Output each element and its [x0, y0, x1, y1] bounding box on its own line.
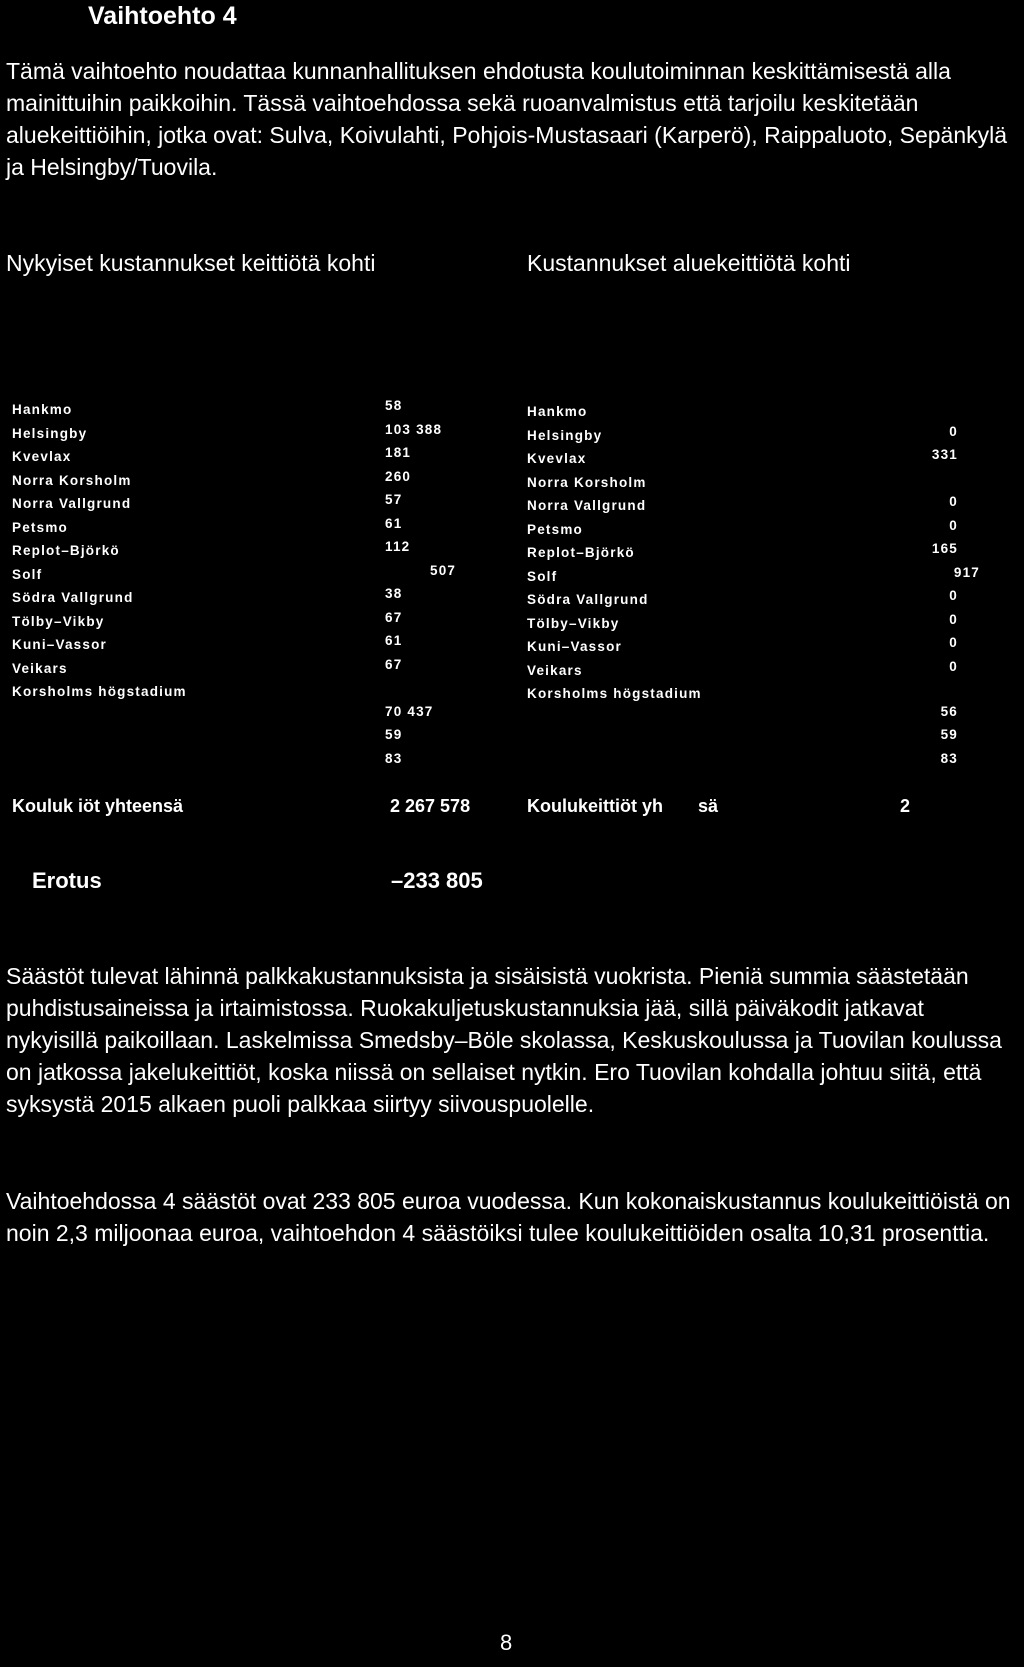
table-cell-value: 61	[385, 515, 403, 531]
intro-paragraph: Tämä vaihtoehto noudattaa kunnanhallituksen ehdotusta koulutoiminnan keskittämisestä alla mainittuihin paikkoihin. Tässä vaihtoehdossa sekä ruoanvalmistus että tarjoilu keskitetään aluekeittiöihin, jotka ovat: Sulva, Koivulahti, Pohjois-Mustasaari (Karperö), Raippaluoto, Sepänkylä ja Helsingby/Tuovila.	[6, 58, 1008, 180]
left-total-value: 2 267 578	[390, 796, 471, 816]
right-total-label: Koulukeittiöt yh sä	[527, 796, 719, 816]
regional-costs-heading: Kustannukset aluekeittiötä kohti	[527, 250, 851, 276]
table-cell-value: 61	[385, 633, 403, 648]
table-cell-value: 0	[949, 635, 958, 650]
section-heading: Vaihtoehto 4	[88, 2, 237, 30]
table-cell-value: 917	[953, 564, 980, 580]
difference-label: Erotus	[32, 868, 102, 893]
summary-paragraph: Vaihtoehdossa 4 säästöt ovat 233 805 euroa vuodessa. Kun kokonaiskustannus koulukeittiöistä on noin 2,3 miljoonaa euroa, vaihtoehdon 4 säästöiksi tulee koulukeittiöiden osalta 10,31 prosenttia.	[6, 1188, 1011, 1246]
page-number: 8	[500, 1630, 513, 1655]
table-cell-value: 58	[385, 398, 403, 413]
table-row-label: Tölby–Vikby	[527, 615, 620, 631]
table-cell-value: 38	[385, 586, 403, 601]
table-cell-value: 70 437	[385, 703, 434, 719]
difference-value: –233 805	[391, 868, 483, 893]
table-cell-value: 83	[940, 750, 958, 766]
table-row-label: Hankmo	[12, 402, 73, 417]
table-row-label: Norra Vallgrund	[527, 498, 647, 513]
table-row-label: Hankmo	[527, 404, 588, 419]
table-row-label: Norra Vallgrund	[12, 496, 132, 511]
table-cell-value: 260	[385, 468, 412, 484]
table-row-label: Veikars	[527, 662, 583, 678]
table-row-label: Replot–Björkö	[12, 543, 120, 558]
current-costs-heading: Nykyiset kustannukset keittiötä kohti	[6, 250, 376, 276]
table-cell-value: 0	[949, 588, 958, 603]
table-row-label: Replot–Björkö	[527, 545, 635, 560]
table-cell-value: 67	[385, 656, 403, 672]
table-cell-value: 0	[949, 423, 958, 439]
table-cell-value: 0	[949, 494, 958, 509]
table-cell-value: 56	[940, 703, 958, 719]
table-row-label: Solf	[527, 568, 558, 584]
table-row-label: Korsholms högstadium	[12, 684, 187, 699]
table-row-label: Södra Vallgrund	[12, 590, 134, 605]
table-cell-value: 181	[385, 445, 412, 460]
savings-paragraph: Säästöt tulevat lähinnä palkkakustannuksista ja sisäisistä vuokrista. Pieniä summia säästetään puhdistusaineissa ja irtaimistossa. Ruokakuljetuskustannuksia jää, sillä päiväkodit jatkavat nykyisillä paikoillaan. Laskelmissa Smedsby–Böle skolassa, Keskuskoulussa ja Tuovilan koulussa on jatkossa jakelukeittiöt, koska niissä on sellaiset nytkin. Ero Tuovilan kohdalla johtuu siitä, että syksystä 2015 alkaen puoli palkkaa siirtyy siivouspuolelle.	[6, 963, 1002, 1117]
table-row-label: Veikars	[12, 660, 68, 676]
table-row-label: Kuni–Vassor	[12, 637, 107, 652]
right-total-value: 2	[900, 796, 911, 816]
table-cell-value: 59	[940, 727, 958, 742]
table-row-label: Petsmo	[12, 519, 68, 535]
table-row-label: Norra Korsholm	[12, 472, 132, 488]
table-row-label: Norra Korsholm	[527, 474, 647, 490]
table-row-label: Helsingby	[527, 427, 603, 443]
table-cell-value: 67	[385, 609, 403, 625]
table-row-label: Korsholms högstadium	[527, 686, 702, 701]
table-cell-value: 57	[385, 492, 403, 507]
table-cell-value: 83	[385, 750, 403, 766]
table-row-label: Solf	[12, 566, 43, 582]
table-cell-value: 0	[949, 517, 958, 533]
table-row-label: Södra Vallgrund	[527, 592, 649, 607]
table-cell-value: 0	[949, 658, 958, 674]
current-costs-table	[12, 398, 492, 818]
table-row-label: Kuni–Vassor	[527, 639, 622, 654]
table-row-label: Helsingby	[12, 425, 88, 441]
regional-costs-table	[527, 400, 980, 820]
table-row-label: Tölby–Vikby	[12, 613, 105, 629]
table-row-label: Kvevlax	[527, 451, 587, 466]
table-row-label: Kvevlax	[12, 449, 72, 464]
table-cell-value: 0	[949, 611, 958, 627]
table-cell-value: 165	[931, 541, 958, 556]
table-cell-value: 103 388	[385, 421, 443, 437]
left-total-label: Kouluk iöt yhteensä	[12, 796, 184, 816]
table-cell-value: 507	[430, 562, 457, 578]
table-row-label: Petsmo	[527, 521, 583, 537]
table-cell-value: 112	[385, 539, 411, 554]
table-cell-value: 59	[385, 727, 403, 742]
table-cell-value: 331	[931, 447, 958, 462]
